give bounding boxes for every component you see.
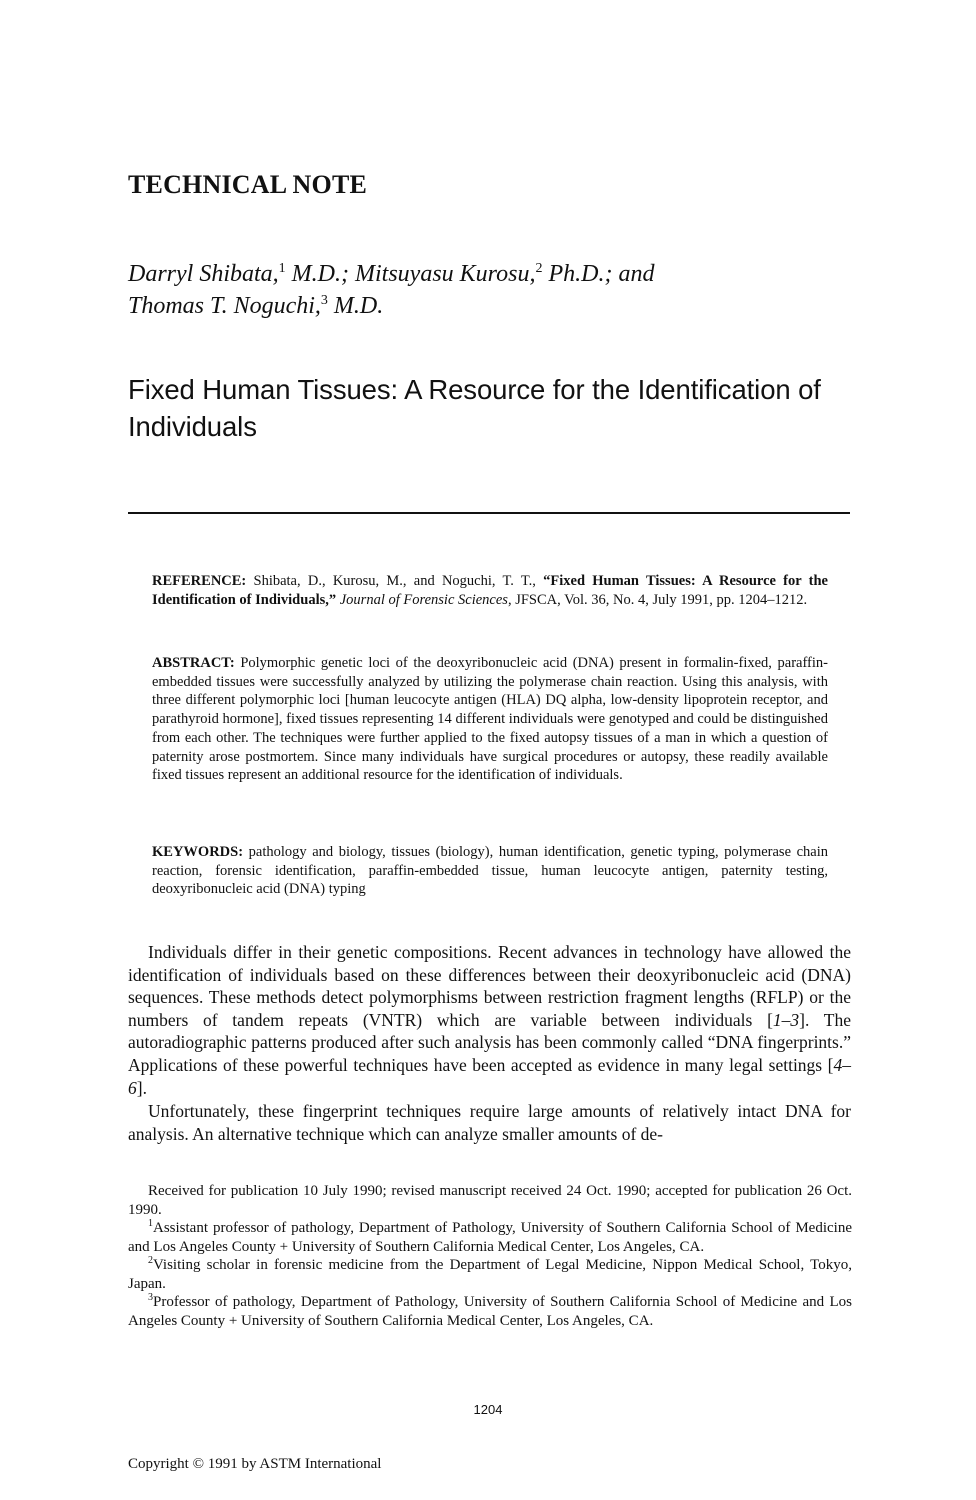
reference-label: REFERENCE: (152, 573, 247, 589)
keywords-label: KEYWORDS: (152, 844, 244, 860)
abstract-text: Polymorphic genetic loci of the deoxyribonucleic acid (DNA) present in formalin-fixed, paraffin-embedded tissues were successfully analyzed by utilizing the polymerase chain reaction. Using this analysis, with three different polymorphic loci [human leucocyte antigen (HLA) DQ alpha, low-density lipoprotein receptor, and parathyroid hormone], fixed tissues representing 14 different individuals were genotyped and could be distinguished from each other. The techniques were further applied to the fixed autopsy tissues of a man in which a question of paternity arose postmortem. Since many individuals have surgical procedures or autopsy, these readily available fixed tissues represent an additional resource for the identification of individuals. (152, 655, 828, 784)
footnotes (128, 1182, 852, 1330)
keywords-block (152, 843, 828, 899)
citation-ref: 4–6 (128, 1054, 851, 1098)
footnote-2: $^2$Visiting scholar in forensic medicine from the Department of Legal Medicine, Nippon Medical School, Tokyo, Japan. (128, 1255, 852, 1292)
keywords-text: pathology and biology, tissues (biology), human identification, genetic typing, polymerase chain reaction, forensic identification, paraffin-embedded tissue, human leucocyte antigen, paternity testing, deoxyribonucleic acid (DNA) typing (152, 844, 828, 898)
title-divider (128, 512, 850, 514)
page-number: 1204 (473, 1402, 503, 1417)
footnote-received: Received for publication 10 July 1990; revised manuscript received 24 Oct. 1990; accepted for publication 26 Oct. 1990. (128, 1183, 852, 1218)
section-heading: TECHNICAL NOTE (128, 170, 368, 199)
author-1: Darryl Shibata,$^1$ M.D.; (128, 261, 355, 287)
body-paragraph-1: Individuals differ in their genetic compositions. Recent advances in technology have allowed the identification of individuals based on these differences between their deoxyribonucleic acid (DNA) sequences. These methods detect polymorphisms between restriction fragment lengths (RFLP) or the numbers of tandem repeats (VNTR) which are variable between individuals [1–3]. The autoradiographic patterns produced after such analysis has been commonly called “DNA fingerprints.” Applications of these powerful techniques have been accepted as evidence in many legal settings [4–6]. (128, 942, 851, 1098)
reference-journal: Journal of Forensic Sciences (336, 591, 508, 608)
reference-article-title: “Fixed Human Tissues: A Resource for the Identification of Individuals,” (152, 573, 828, 608)
footnote-3: $^3$Professor of pathology, Department of Pathology, University of Southern California School of Medicine and Los Angeles County + University of Southern California Medical Center, Los Angeles, CA. (128, 1292, 852, 1329)
author-3: Thomas T. Noguchi,$^3$ M.D. (128, 293, 384, 319)
abstract-block (152, 654, 828, 785)
author-2: Mitsuyasu Kurosu,$^2$ Ph.D.; and (355, 261, 655, 287)
citation-ref: 1–3 (772, 1009, 800, 1030)
footnote-1: $^1$Assistant professor of pathology, Department of Pathology, University of Southern California School of Medicine and Los Angeles County + University of Southern California Medical Center, Los Angeles, CA. (128, 1218, 852, 1255)
body-paragraph-2: Unfortunately, these fingerprint techniques require large amounts of relatively intact DNA for analysis. An alternative technique which can analyze smaller amounts of de- (128, 1101, 851, 1144)
abstract-label: ABSTRACT: (152, 655, 235, 671)
author-list (128, 258, 654, 322)
reference-block: REFERENCE: Shibata, D., Kurosu, M., and Noguchi, T. T., “Fixed Human Tissues: A Resource for the Identification of Individuals,” Journal of Forensic Sciences, JFSCA, Vol. 36, No. 4, July 1991, pp. 1204–1212. (152, 573, 828, 608)
copyright-notice: Copyright © 1991 by ASTM International (128, 1456, 382, 1472)
paper-title: Fixed Human Tissues: A Resource for the Identification of Individuals (128, 374, 821, 442)
